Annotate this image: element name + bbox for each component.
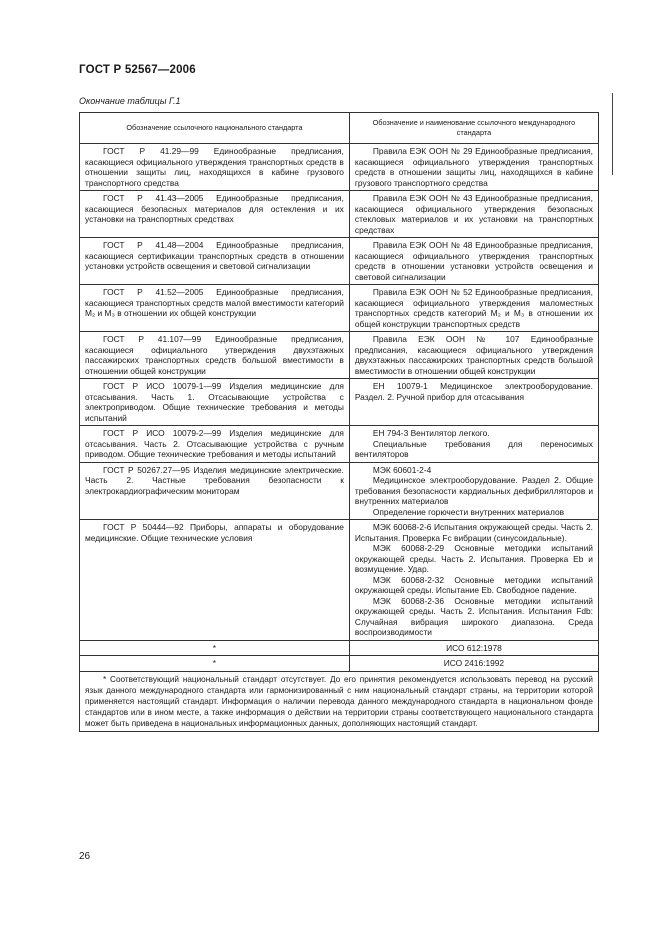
table-caption: Окончание таблицы Г.1 [79, 96, 181, 106]
international-standard-entry: Правила ЕЭК ООН № 107 Единообразные предписания, касающиеся официального утверждения двухэтажных пассажирских транспортных средств большой вместимости в отношении общей конструкции [354, 334, 593, 376]
international-standard-cell [349, 144, 598, 191]
international-standard-entry: МЭК 60601-2-4 [372, 464, 432, 475]
international-standard-entry: ЕН 10079-1 Медицинское электрооборудование. Раздел. 2. Ручной прибор для отсасывания [354, 381, 593, 402]
page-number: 26 [79, 851, 91, 862]
international-standard-entry: Специальные требования для переносимых вентиляторов [354, 438, 593, 459]
international-standard-entry: МЭК 60068-2-6 Испытания окружающей среды. Часть 2. Испытания. Проверка Fc вибрации (синусоидальные). [354, 522, 593, 543]
table-footnote: * Соответствующий национальный стандарт отсутствует. До его принятия рекомендуется использовать перевод на русский язык данного международного стандарта или гармонизированный с ним национальный стандарт страны, на территории которой применяется настоящий стандарт. Информация о наличии перевода данного международного стандарта в национальном фонде стандартов или в ином месте, а также информация о действии на территории страны соответствующего национального стандарта может быть приведена в национальных информационных данных, дополняющих настоящий стандарт. [80, 671, 599, 731]
international-standard-cell [349, 462, 598, 520]
international-standard-cell [349, 332, 598, 379]
table-row [80, 332, 599, 379]
international-standard-entry: МЭК 60068-2-29 Основные методики испытаний окружающей среды. Часть 2. Испытания. Проверка Еb и возмущение. Удар. [354, 543, 593, 574]
national-standard-cell: ГОСТ Р 50267.27—95 Изделия медицинские электрические. Часть 2. Частные требования безопасности к электрокардиографическим мониторам [80, 462, 350, 520]
national-standard-cell: ГОСТ Р 41.48—2004 Единообразные предписания, касающиеся сертификации транспортных средств в отношении установки устройств освещения и световой сигнализации [80, 238, 350, 285]
table-row [80, 656, 599, 672]
international-standard-entry: Правила ЕЭК ООН № 48 Единообразные предписания, касающиеся официального утверждения транспортных средств в отношении установки устройств освещения и световой сигнализации [354, 240, 593, 282]
document-header: ГОСТ Р 52567—2006 [79, 64, 196, 76]
table-row [80, 379, 599, 426]
international-standard-cell: ИСО 2416:1992 [349, 656, 598, 672]
table-row [80, 144, 599, 191]
national-standard-cell: * [80, 656, 350, 672]
international-standard-entry: Определение горючести внутренних материалов [372, 506, 565, 517]
table-row [80, 285, 599, 332]
table-row [80, 191, 599, 238]
national-standard-cell: ГОСТ Р ИСО 10079-1—99 Изделия медицинские для отсасывания. Часть 1. Отсасывающие устройства с электроприводом. Общие технические требования и методы испытаний [80, 379, 350, 426]
international-standard-entry: Правила ЕЭК ООН № 29 Единообразные предписания, касающиеся официального утверждения транспортных средств в отношении защиты лиц, находящихся в кабине грузового транспортного средства [354, 146, 593, 188]
international-standard-cell [349, 379, 598, 426]
header-national-standard: Обозначение ссылочного национального стандарта [80, 113, 350, 144]
national-standard-cell: ГОСТ Р ИСО 10079-2—99 Изделия медицинские для отсасывания. Часть 2. Отсасывающие устройства с ручным приводом. Общие технические требования и методы испытаний [80, 426, 350, 463]
international-standard-entry: Правила ЕЭК ООН № 52 Единообразные предписания, касающиеся официального утверждения маломестных транспортных средств категорий M₂ и M₃ в отношении их общей конструкции транспортных средств [354, 287, 593, 329]
table-row [80, 426, 599, 463]
international-standard-entry: Правила ЕЭК ООН № 43 Единообразные предписания, касающиеся официального утверждения безопасных стекловых материалов и их установки на транспортных средствах [354, 193, 593, 235]
national-standard-cell: ГОСТ Р 50444—92 Приборы, аппараты и оборудование медицинские. Общие технические условия [80, 520, 350, 641]
national-standard-cell: ГОСТ Р 41.107—99 Единообразные предписания, касающиеся официального утверждения двухэтажных пассажирских транспортных средств большой вместимости в отношении общей конструкции [80, 332, 350, 379]
table-row [80, 462, 599, 520]
national-standard-cell: ГОСТ Р 41.29—99 Единообразные предписания, касающиеся официального утверждения транспортных средств в отношении защиты лиц, находящихся в кабине грузового транспортного средства [80, 144, 350, 191]
international-standard-entry: ЕН 794-3 Вентилятор легкого. [372, 428, 490, 438]
international-standard-cell: ИСО 612:1978 [349, 640, 598, 656]
international-standard-cell [349, 520, 598, 641]
margin-rule [612, 93, 613, 175]
table-row [80, 520, 599, 641]
international-standard-cell [349, 426, 598, 463]
header-international-standard: Обозначение и наименование ссылочного международного стандарта [349, 113, 598, 144]
table-row [80, 640, 599, 656]
reference-table [79, 112, 599, 732]
international-standard-cell [349, 191, 598, 238]
national-standard-cell: ГОСТ Р 41.43—2005 Единообразные предписания, касающиеся безопасных материалов для остекления и их установки на транспортных средствах [80, 191, 350, 238]
footnote-row [80, 671, 599, 731]
international-standard-cell [349, 285, 598, 332]
international-standard-cell [349, 238, 598, 285]
international-standard-entry: МЭК 60068-2-32 Основные методики испытаний окружающей среды. Испытание Еb. Свободное падение. [354, 574, 593, 595]
national-standard-cell: ГОСТ Р 41.52—2005 Единообразные предписания, касающиеся транспортных средств малой вместимости категорий M₂ и M₃ в отношении их общей конструкции [80, 285, 350, 332]
table-header-row [80, 113, 599, 144]
international-standard-entry: МЭК 60068-2-36 Основные методики испытаний окружающей среды. Часть 2. Испытания. Испытания Fdb: Случайная вибрация широкого диапазона. Среда воспроизводимости [354, 595, 593, 637]
international-standard-entry: Медицинское электрооборудование. Раздел 2. Общие требования безопасности кардиальных дефибрилляторов и внутренних материалов [354, 475, 593, 506]
national-standard-cell: * [80, 640, 350, 656]
table-row [80, 238, 599, 285]
